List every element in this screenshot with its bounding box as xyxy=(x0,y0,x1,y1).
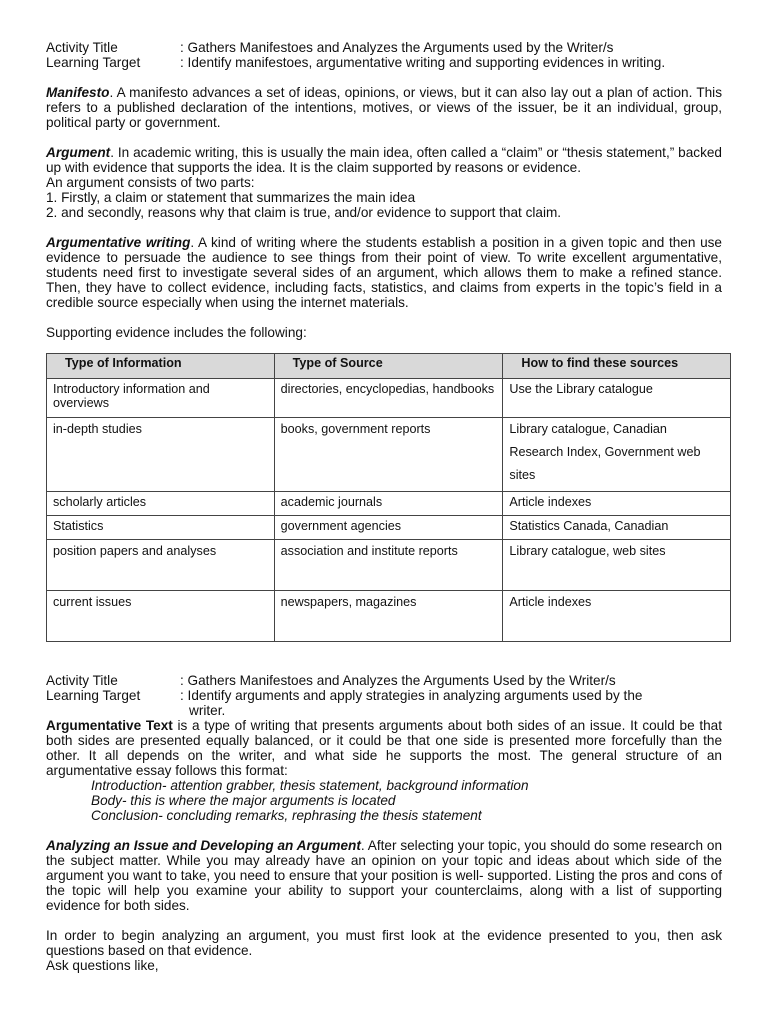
table-cell: Introductory information and overviews xyxy=(47,379,275,418)
activity-title-label-2: Activity Title xyxy=(46,673,118,688)
table-cell: Statistics xyxy=(47,516,275,540)
manifesto-text: . A manifesto advances a set of ideas, opinions, or views, but it can also lay out a plan of action. This refers to a published declaration of the intentions, motives, or views of the issuer, be it an individual, group, political party or government. xyxy=(46,85,722,130)
argumentative-text-body: is a type of writing that presents arguments about both sides of an issue. It could be that both sides are presented equally balanced, or it could be that one side is presented more forcefully than the other. It all depends on the writer, and what side he supports the most. The general structure of an argumentative essay follows this format: xyxy=(46,718,722,778)
activity-title-row-2 xyxy=(46,673,722,688)
argument-text: . In academic writing, this is usually the main idea, often called a “claim” or “thesis statement,” backed up with evidence that supports the idea. It is the claim supported by reasons or evidence. xyxy=(46,145,722,175)
table-cell: in-depth studies xyxy=(47,418,275,492)
table-cell: current issues xyxy=(47,591,275,642)
argumentative-writing-paragraph xyxy=(46,235,722,310)
table-row xyxy=(47,591,731,642)
argument-paragraph xyxy=(46,145,722,175)
learning-target-value-2 xyxy=(180,688,722,718)
learning-target-value-2-line1: : Identify arguments and apply strategies in analyzing arguments used by the xyxy=(180,688,643,703)
table-cell: position papers and analyses xyxy=(47,540,275,591)
table-cell: directories, encyclopedias, handbooks xyxy=(274,379,503,418)
learning-target-value: : Identify manifestoes, argumentative writing and supporting evidences in writing. xyxy=(180,55,666,70)
table-row xyxy=(47,418,731,492)
evidence-table xyxy=(46,353,731,642)
header-how-to-find: How to find these sources xyxy=(503,354,731,379)
argument-part-1: 1. Firstly, a claim or statement that summarizes the main idea xyxy=(46,190,416,205)
learning-target-row-2 xyxy=(46,688,722,718)
structure-conclusion: Conclusion- concluding remarks, rephrasing the thesis statement xyxy=(91,808,482,823)
header-type-of-information: Type of Information xyxy=(47,354,275,379)
argument-part-2: 2. and secondly, reasons why that claim is true, and/or evidence to support that claim. xyxy=(46,205,562,220)
table-cell: Statistics Canada, Canadian xyxy=(503,516,731,540)
activity-title-label: Activity Title xyxy=(46,40,118,55)
analyzing-text: . After selecting your topic, you should do some research on the subject matter. While you may already have an opinion on your topic and ideas about which side of the argument you want to take, you need to ensure that your position is well- supported. Listing the pros and cons of the topic will help you examine your ability to support your counterclaims, along with a list of supporting evidence for both sides. xyxy=(46,838,723,913)
table-cell: Article indexes xyxy=(503,492,731,516)
closing-paragraph: In order to begin analyzing an argument, you must first look at the evidence presented to you, then ask questions based on that evidence. xyxy=(46,928,722,958)
learning-target-label-2: Learning Target xyxy=(46,688,141,703)
table-cell: association and institute reports xyxy=(274,540,503,591)
header-type-of-source: Type of Source xyxy=(274,354,503,379)
argumentative-writing-text: . A kind of writing where the students establish a position in a given topic and then use evidence to persuade the audience to see things from their point of view. To write excellent argumentative, students need first to investigate several sides of an argument, which allows them to make a refined stance. Then, they have to collect evidence, including facts, statistics, and claims from experts in the topic’s field in a credible source especially when using the internet materials. xyxy=(46,235,722,310)
table-row xyxy=(47,516,731,540)
argument-term: Argument xyxy=(46,145,111,160)
table-cell: Article indexes xyxy=(503,591,731,642)
table-cell: Use the Library catalogue xyxy=(503,379,731,418)
table-row xyxy=(47,379,731,418)
ask-questions-line: Ask questions like, xyxy=(46,958,159,973)
argumentative-writing-term: Argumentative writing xyxy=(46,235,191,250)
manifesto-term: Manifesto xyxy=(46,85,110,100)
activity-title-value-2: : Gathers Manifestoes and Analyzes the Arguments Used by the Writer/s xyxy=(180,673,616,688)
argumentative-text-paragraph xyxy=(46,718,722,778)
learning-target-row xyxy=(46,55,722,70)
analyzing-paragraph xyxy=(46,838,722,913)
table-row xyxy=(47,492,731,516)
document-page xyxy=(46,40,722,973)
evidence-intro: Supporting evidence includes the following: xyxy=(46,325,307,340)
table-row xyxy=(47,540,731,591)
activity-title-row xyxy=(46,40,722,55)
table-header-row xyxy=(47,354,731,379)
table-cell: scholarly articles xyxy=(47,492,275,516)
table-cell: academic journals xyxy=(274,492,503,516)
table-cell: Library catalogue, Canadian Research Index, Government web sites xyxy=(503,418,731,492)
learning-target-value-2-line2: writer. xyxy=(189,703,226,718)
analyzing-term: Analyzing an Issue and Developing an Argument xyxy=(46,838,361,853)
structure-introduction: Introduction- attention grabber, thesis statement, background information xyxy=(91,778,529,793)
argumentative-text-term: Argumentative Text xyxy=(46,718,173,733)
table-cell: Library catalogue, web sites xyxy=(503,540,731,591)
table-cell: books, government reports xyxy=(274,418,503,492)
table-cell: newspapers, magazines xyxy=(274,591,503,642)
learning-target-label: Learning Target xyxy=(46,55,141,70)
structure-body: Body- this is where the major arguments is located xyxy=(91,793,396,808)
activity-title-value: : Gathers Manifestoes and Analyzes the Arguments used by the Writer/s xyxy=(180,40,614,55)
table-cell: government agencies xyxy=(274,516,503,540)
argument-parts-intro: An argument consists of two parts: xyxy=(46,175,255,190)
manifesto-paragraph xyxy=(46,85,722,130)
